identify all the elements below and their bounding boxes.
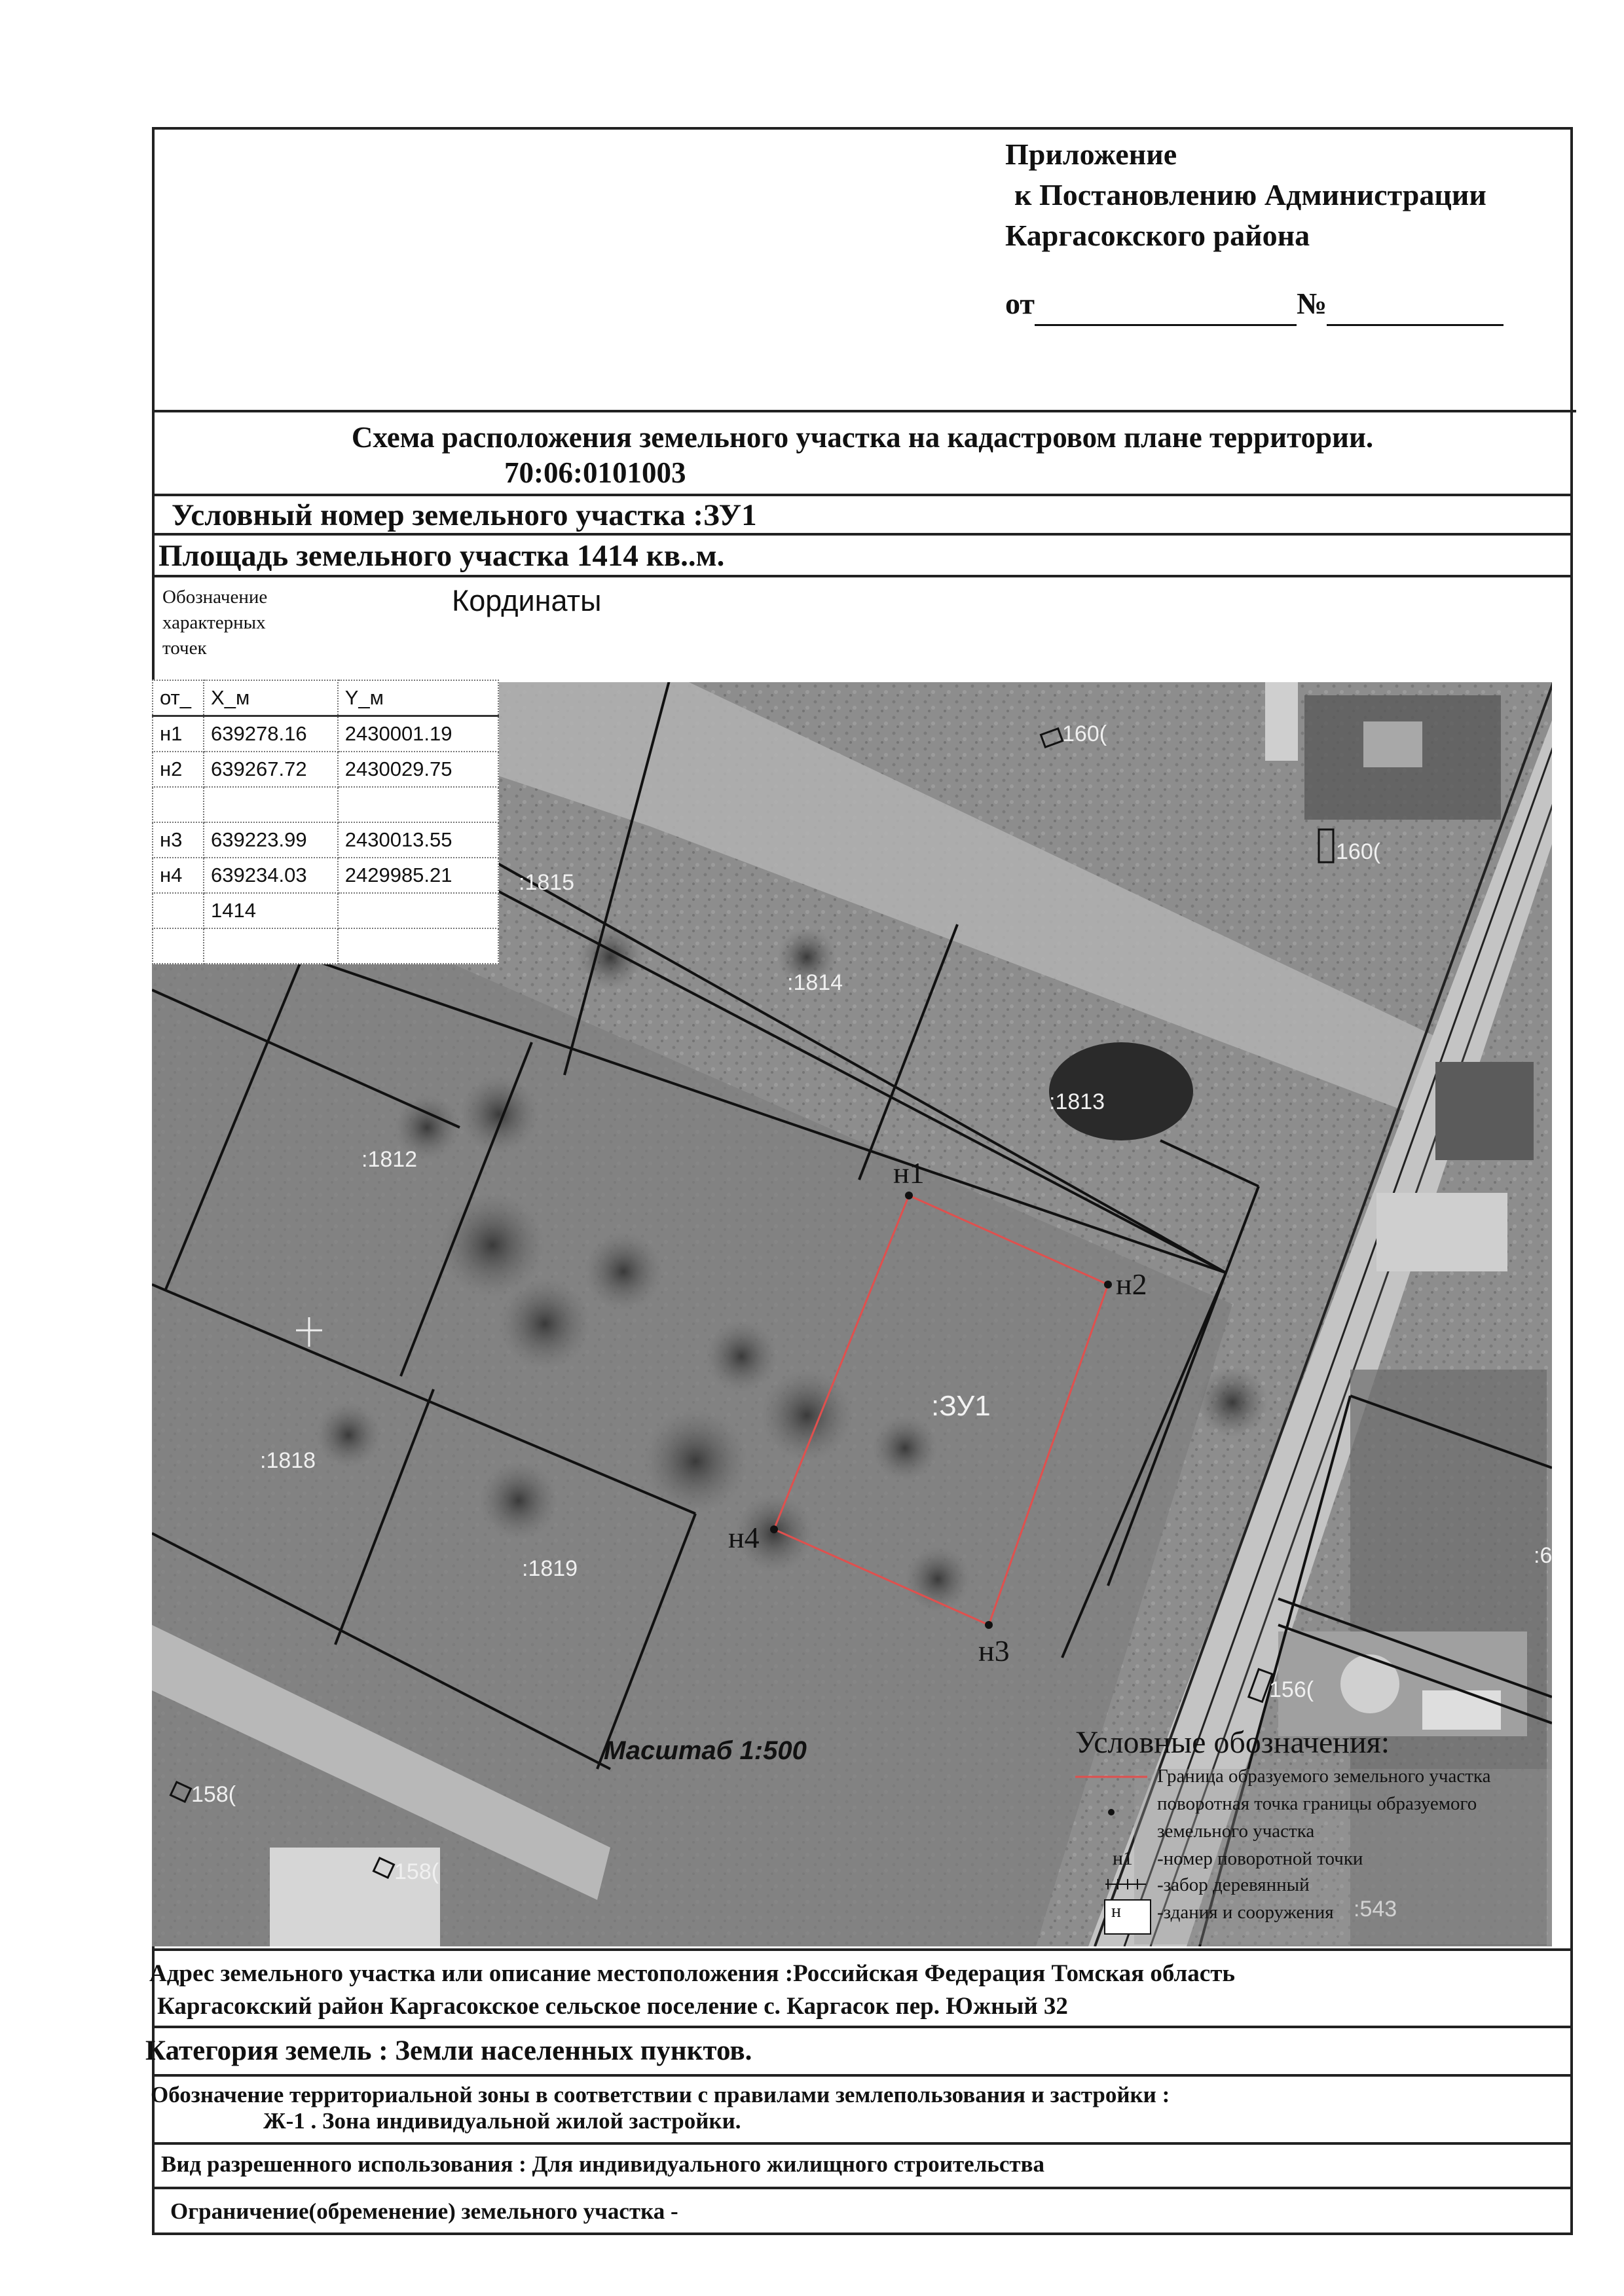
point-cell: н2 [153, 752, 204, 787]
building [1435, 1062, 1534, 1160]
point-label-n1: н1 [893, 1156, 925, 1190]
point-cell [153, 928, 204, 964]
address-divider [152, 2026, 1573, 2028]
x-cell: 639223.99 [204, 822, 338, 858]
parcel-label: :1813 [1049, 1089, 1105, 1114]
column-header: X_м [204, 680, 338, 716]
use-divider [152, 2187, 1573, 2189]
category-divider [152, 2074, 1573, 2077]
parcel-label: :1815 [519, 870, 575, 895]
point-cell: н4 [153, 858, 204, 893]
legend-item: Граница образуемого земельного участка [1157, 1766, 1491, 1787]
building-label: 158( [394, 1859, 439, 1884]
table-row [153, 928, 498, 964]
address-block [149, 1958, 1235, 2023]
legend-point-number: н1 [1113, 1848, 1134, 1869]
building-label: 160( [1336, 839, 1381, 864]
conditional-number: Условный номер земельного участка :ЗУ1 [172, 498, 757, 532]
approval-date-line [1005, 283, 1504, 326]
y-cell: 2429985.21 [338, 858, 498, 893]
parcel-label: :1814 [787, 970, 843, 995]
building [1376, 1193, 1507, 1271]
legend-point-sample [1108, 1809, 1115, 1815]
area-divider [152, 575, 1573, 577]
table-row [153, 787, 498, 822]
point-cell: н1 [153, 716, 204, 752]
zone-line-2: Ж-1 . Зона индивидуальной жилой застройки. [263, 2108, 741, 2134]
y-cell [338, 893, 498, 928]
column-header: от_ [153, 680, 204, 716]
table-row [153, 752, 498, 787]
land-category: Категория земель : Земли населенных пунктов. [145, 2035, 752, 2066]
point-cell: н3 [153, 822, 204, 858]
x-cell: 639267.72 [204, 752, 338, 787]
x-cell [204, 928, 338, 964]
point-label-n2: н2 [1116, 1267, 1147, 1301]
encumbrance: Ограничение(обременение) земельного участка - [170, 2198, 678, 2224]
building-label: 160( [1062, 721, 1107, 746]
legend-item: земельного участка [1157, 1821, 1315, 1842]
scale-label: Масштаб 1:500 [604, 1736, 807, 1765]
point-n4 [770, 1525, 778, 1533]
point-label-n3: н3 [978, 1634, 1010, 1667]
legend-building-label: н [1111, 1901, 1121, 1922]
table-row [153, 716, 498, 752]
y-cell: 2430029.75 [338, 752, 498, 787]
parcel-area: Площадь земельного участка 1414 кв..м. [158, 539, 725, 573]
x-cell: 639234.03 [204, 858, 338, 893]
building [1363, 721, 1422, 767]
point-n2 [1104, 1281, 1112, 1288]
building-label: :543 [1354, 1897, 1397, 1922]
building-label: 156( [1269, 1677, 1314, 1702]
approval-block [1005, 134, 1504, 326]
coords-label: Кординаты [452, 584, 602, 617]
x-cell: 639278.16 [204, 716, 338, 752]
number-label: № [1297, 287, 1327, 320]
building [1265, 682, 1298, 761]
point-cell [153, 893, 204, 928]
zone-block [151, 2082, 1170, 2134]
column-header: Y_м [338, 680, 498, 716]
permitted-use: Вид разрешенного использования : Для индивидуального жилищного строительства [161, 2151, 1044, 2177]
parcel-label: :1819 [522, 1556, 578, 1581]
address-line-1: Адрес земельного участка или описание местоположения :Российская Федерация Томская область [149, 1960, 1235, 1987]
zone-divider [152, 2142, 1573, 2145]
y-cell: 2430013.55 [338, 822, 498, 858]
parcel-label: :1818 [260, 1448, 316, 1473]
y-cell: 2430001.19 [338, 716, 498, 752]
legend-item: -номер поворотной точки [1157, 1848, 1363, 1869]
building [1340, 1654, 1399, 1713]
table-row [153, 858, 498, 893]
table-row [153, 822, 498, 858]
map-bottom-divider [152, 1948, 1573, 1951]
coordinates-table [152, 680, 499, 964]
approval-line-3: Каргасокского района [1005, 219, 1310, 252]
building [1422, 1690, 1501, 1730]
approval-line-1: Приложение [1005, 137, 1177, 171]
table-header-row [153, 680, 498, 716]
title-divider [152, 494, 1573, 496]
y-cell [338, 928, 498, 964]
legend-item: поворотная точка границы образуемого [1157, 1793, 1477, 1814]
zu1-label: :ЗУ1 [931, 1390, 991, 1422]
legend-title: Условные обозначения: [1075, 1725, 1390, 1760]
building-label: :6 [1534, 1543, 1552, 1568]
x-cell: 1414 [204, 893, 338, 928]
point-cell [153, 787, 204, 822]
from-label: от [1005, 287, 1035, 320]
legend-item: -забор деревянный [1157, 1874, 1310, 1895]
x-cell [204, 787, 338, 822]
number-divider [152, 533, 1573, 536]
zone-line-1: Обозначение территориальной зоны в соответствии с правилами землепользования и застройки : [151, 2082, 1170, 2107]
number-blank[interactable] [1327, 283, 1504, 326]
approval-line-2: к Постановлению Администрации [1014, 178, 1486, 211]
legend-item: -здания и сооружения [1157, 1902, 1334, 1923]
address-line-2: Каргасокский район Каргасокское сельское поселение с. Каргасок пер. Южный 32 [157, 1993, 1068, 2020]
scheme-title: Схема расположения земельного участка на кадастровом плане территории. [351, 421, 1374, 454]
header-divider [152, 410, 1576, 412]
point-n1 [905, 1192, 913, 1199]
point-label-n4: н4 [728, 1521, 760, 1554]
point-n3 [985, 1621, 993, 1629]
table-row [153, 893, 498, 928]
date-blank[interactable] [1035, 283, 1297, 326]
y-cell [338, 787, 498, 822]
cadastral-quarter: 70:06:0101003 [504, 456, 686, 489]
points-label: Обозначение характерных точек [162, 587, 268, 659]
building-label: 158( [191, 1782, 236, 1807]
parcel-label: :1812 [361, 1147, 418, 1172]
